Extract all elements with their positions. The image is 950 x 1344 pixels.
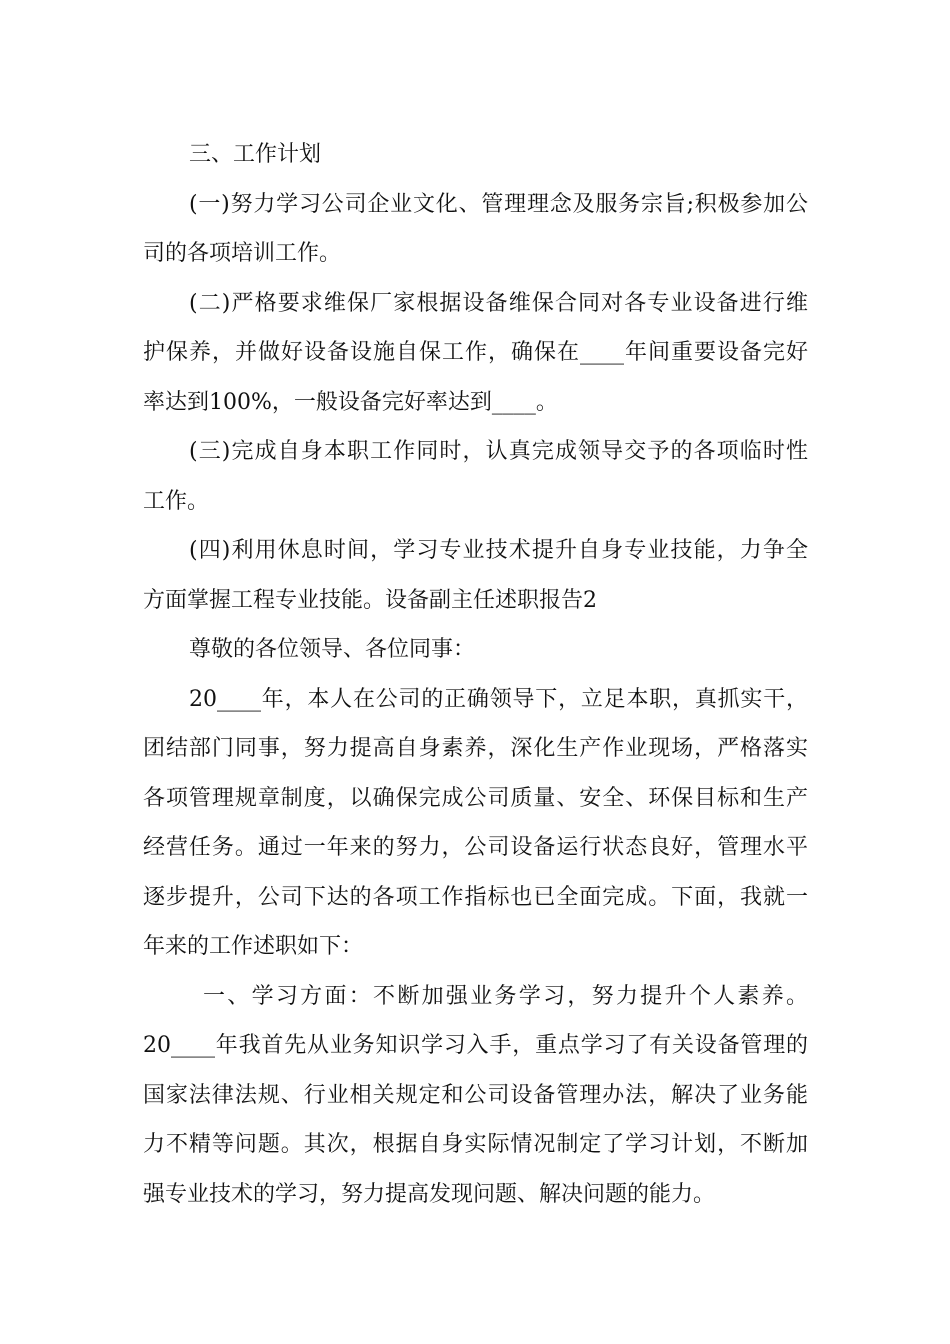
paragraph-line: 强专业技术的学习，努力提高发现问题、解决问题的能力。 <box>143 1181 716 1207</box>
paragraph-line: 20____年我首先从业务知识学习入手，重点学习了有关设备管理的 <box>143 1033 808 1058</box>
paragraph-line: 司的各项培训工作。 <box>143 241 342 266</box>
salutation: 尊敬的各位领导、各位同事： <box>189 637 476 662</box>
paragraph-line: 团结部门同事，努力提高自身素养，深化生产作业现场，严格落实 <box>143 736 808 761</box>
paragraph-line: 方面掌握工程专业技能。设备副主任述职报告2 <box>143 587 597 613</box>
paragraph-line: 各项管理规章制度，以确保完成公司质量、安全、环保目标和生产 <box>143 785 808 811</box>
paragraph-line: (二)严格要求维保厂家根据设备维保合同对各专业设备进行维 <box>189 290 808 316</box>
paragraph-line: 工作。 <box>143 488 210 514</box>
section-heading-study: 一、学习方面：不断加强业务学习，努力提升个人素养。 <box>203 983 808 1009</box>
paragraph-line: 率达到100%，一般设备完好率达到____。 <box>143 389 558 415</box>
paragraph-line: (三)完成自身本职工作同时，认真完成领导交予的各项临时性 <box>189 439 808 464</box>
paragraph-line: 力不精等问题。其次，根据自身实际情况制定了学习计划，不断加 <box>143 1132 808 1157</box>
section-heading-work-plan: 三、工作计划 <box>189 142 322 167</box>
paragraph-line: 年来的工作述职如下： <box>143 934 364 959</box>
paragraph-line: (一)努力学习公司企业文化、管理理念及服务宗旨;积极参加公 <box>189 191 808 217</box>
paragraph-line: 护保养，并做好设备设施自保工作，确保在____年间重要设备完好 <box>143 340 808 365</box>
paragraph-line: (四)利用休息时间，学习专业技术提升自身专业技能，力争全 <box>189 538 808 563</box>
paragraph-line: 20____年，本人在公司的正确领导下，立足本职，真抓实干， <box>189 686 808 712</box>
paragraph-line: 国家法律法规、行业相关规定和公司设备管理办法，解决了业务能 <box>143 1082 808 1108</box>
paragraph-line: 逐步提升，公司下达的各项工作指标也已全面完成。下面，我就一 <box>143 884 808 910</box>
document-body <box>143 130 808 1219</box>
paragraph-line: 经营任务。通过一年来的努力，公司设备运行状态良好，管理水平 <box>143 835 808 860</box>
